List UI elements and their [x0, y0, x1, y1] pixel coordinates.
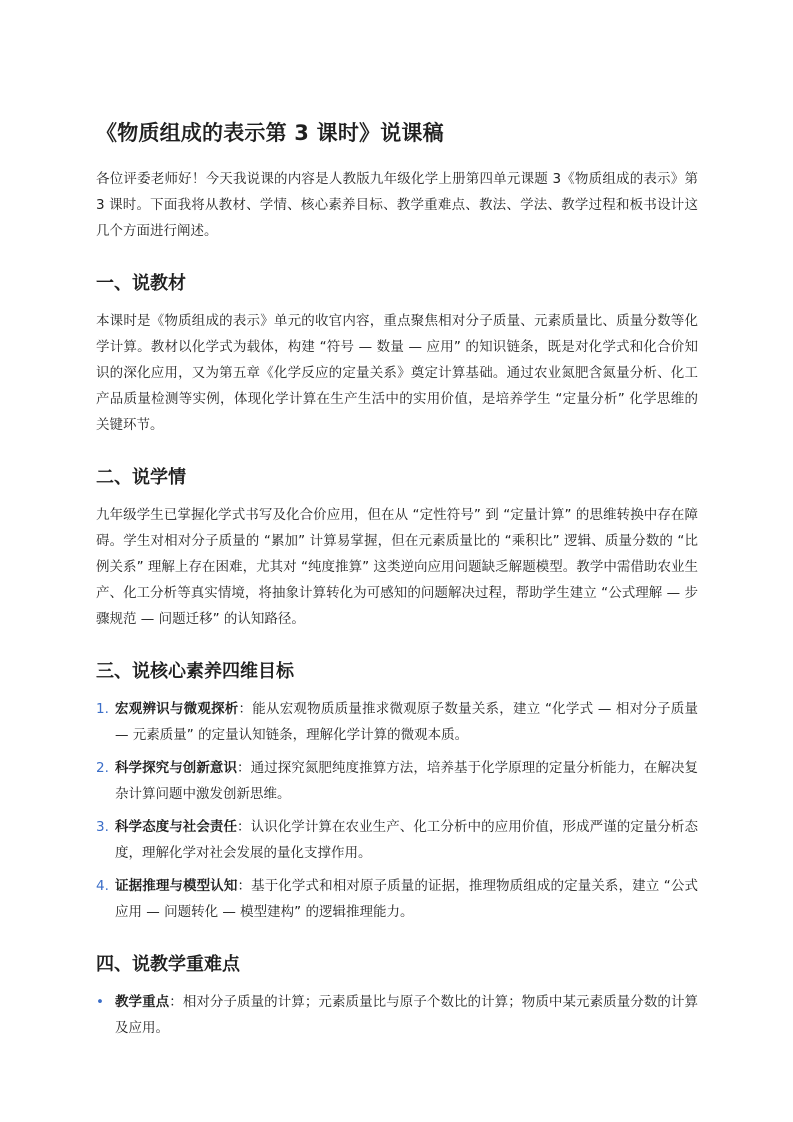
section-heading-keypoints: 四、说教学重难点	[96, 954, 240, 975]
goal-text: 基于化学式和相对原子质量的证据，推理物质组成的定量关系，建立 “公式应用 — 问题转化 — 模型建构” 的逻辑推理能力。	[115, 878, 698, 920]
goal-text: 能从宏观物质质量推求微观原子数量关系，建立 “化学式 — 相对分子质量 — 元素质量” 的定量认知链条，理解化学计算的微观本质。	[115, 701, 699, 743]
list-number: 3.	[96, 819, 109, 835]
keypoint-text: 相对分子质量的计算；元素质量比与原子个数比的计算；物质中某元素质量分数的计算及应用。	[115, 994, 699, 1036]
goal-item	[96, 696, 698, 748]
section-heading-goals: 三、说核心素养四维目标	[96, 661, 294, 682]
intro-paragraph: 各位评委老师好！今天我说课的内容是人教版九年级化学上册第四单元课题 3《物质组成的表示》第 3 课时。下面我将从教材、学情、核心素养目标、教学重难点、教法、学法、教学过程和板书设计这几个方面进行阐述。	[96, 171, 698, 239]
keypoint-item	[96, 989, 698, 1041]
page-title: 《物质组成的表示第 3 课时》说课稿	[96, 121, 444, 145]
goal-term: 证据推理与模型认知	[115, 878, 238, 894]
document-page	[96, 118, 698, 1048]
keypoint-separator: ：	[169, 994, 183, 1010]
goals-list	[96, 696, 698, 925]
goal-separator: ：	[237, 878, 252, 894]
list-number: 2.	[96, 760, 109, 776]
goal-text: 通过探究氮肥纯度推算方法，培养基于化学原理的定量分析能力，在解决复杂计算问题中激发创新思维。	[115, 760, 699, 802]
bullet-icon: •	[96, 994, 104, 1010]
goal-item	[96, 873, 698, 925]
goal-term: 科学探究与创新意识	[115, 760, 238, 776]
goal-term: 宏观辨识与微观探析	[115, 701, 239, 717]
keypoint-term: 教学重点	[115, 994, 170, 1010]
goal-item	[96, 755, 698, 807]
section-heading-students: 二、说学情	[96, 467, 186, 488]
textbook-paragraph: 本课时是《物质组成的表示》单元的收官内容，重点聚焦相对分子质量、元素质量比、质量分数等化学计算。教材以化学式为载体，构建 “符号 — 数量 — 应用” 的知识链条，既是对化学式和化合价知识的深化应用，又为第五章《化学反应的定量关系》奠定计算基础。通过农业氮肥含氮量分析、化工产品质量检测等实例，体现化学计算在生产生活中的实用价值，是培养学生 “定量分析” 化学思维的关键环节。	[96, 313, 698, 433]
goal-text: 认识化学计算在农业生产、化工分析中的应用价值，形成严谨的定量分析态度，理解化学对社会发展的量化支撑作用。	[115, 819, 699, 861]
goal-item	[96, 814, 698, 866]
list-number: 4.	[96, 878, 109, 894]
keypoints-list	[96, 989, 698, 1041]
section-heading-textbook: 一、说教材	[96, 273, 186, 294]
list-number: 1.	[96, 701, 109, 717]
goal-separator: ：	[237, 819, 251, 835]
goal-separator: ：	[237, 760, 251, 776]
goal-separator: ：	[238, 701, 253, 717]
students-paragraph: 九年级学生已掌握化学式书写及化合价应用，但在从 “定性符号” 到 “定量计算” 的思维转换中存在障碍。学生对相对分子质量的 “累加” 计算易掌握，但在元素质量比的 “乘积比” 逻辑、质量分数的 “比例关系” 理解上存在困难，尤其对 “纯度推算” 这类逆向应用问题缺乏解题模型。教学中需借助农业生产、化工分析等真实情境，将抽象计算转化为可感知的问题解决过程，帮助学生建立 “公式理解 — 步骤规范 — 问题迁移” 的认知路径。	[96, 507, 698, 627]
goal-term: 科学态度与社会责任	[115, 819, 238, 835]
